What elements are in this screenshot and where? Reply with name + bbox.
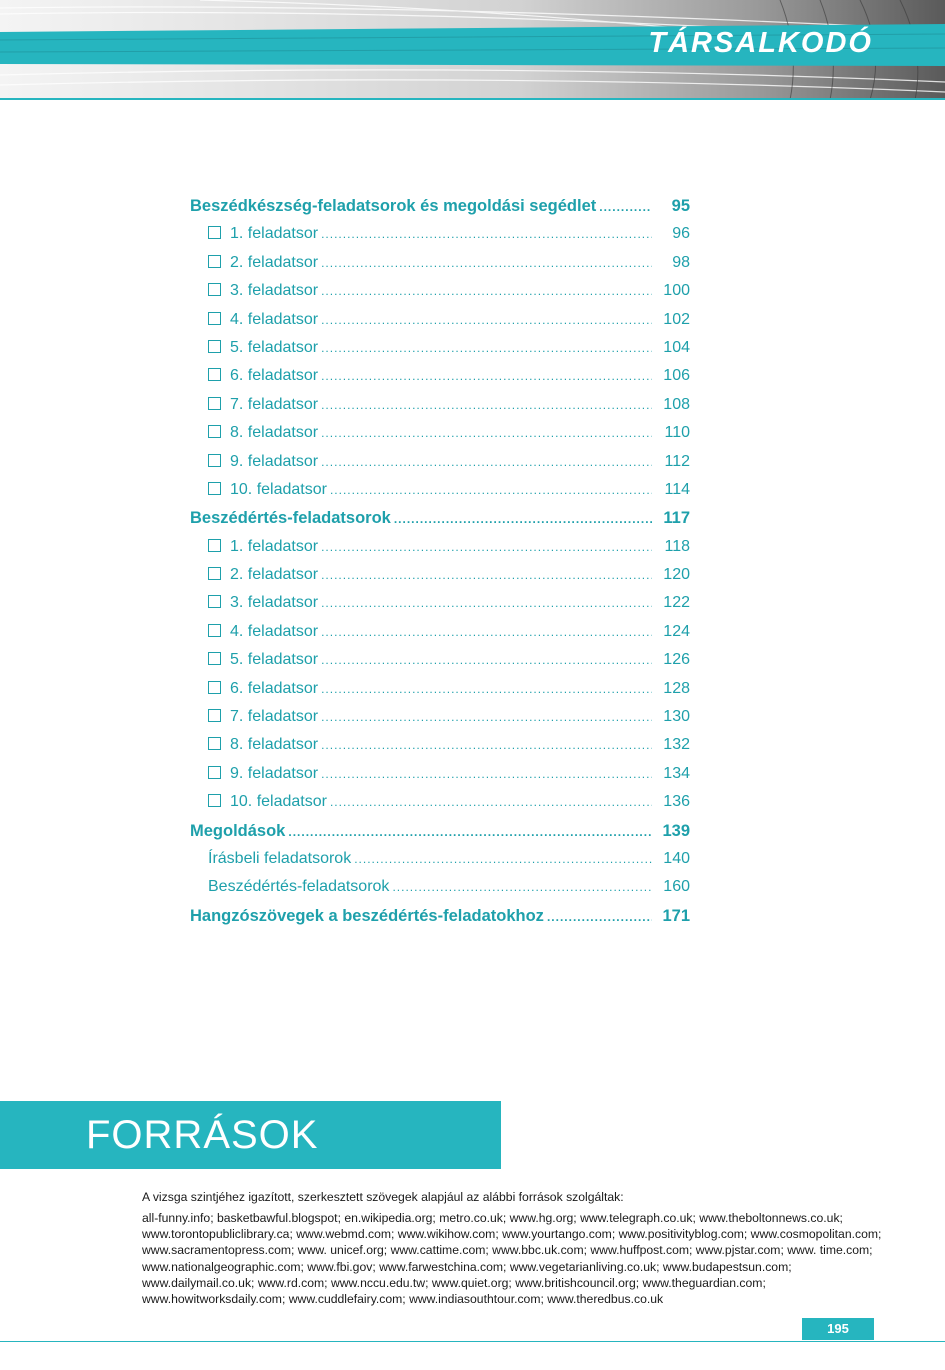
toc-entry-page: 124 [663, 622, 690, 640]
checkbox-icon [208, 397, 221, 410]
checkbox-icon [208, 567, 221, 580]
toc-entry-label: 1. feladatsor [230, 225, 319, 243]
dot-leader [321, 682, 652, 696]
sources-list: all-funny.info; basketbawful.blogspot; en.wikipedia.org; metro.co.uk; www.hg.org; www.telegraph.co.uk; www.theboltonnews.co.uk; www.torontopubliclibrary.ca; www.webmd.com; www.wikihow.com; www.yourtango.com; www.positivityblog.com; www.cosmopolitan.com; www.sacramentopress.com; www. unicef.org; www.cattime.com; www.bbc.uk.com; www.huffpost.com; www.pjstar.com; www. time.com; www.nationalgeographic.com; www.fbi.gov; www.farwestchina.com; www.vegetarianliving.co.uk; www.budapestsun.com; www.dailymail.co.uk; www.rd.com; www.nccu.edu.tw; www.quiet.org; www.britishcouncil.org; www.theguardian.com; www.howitworksdaily.com; www.cuddlefairy.com; www.indiasouthtour.com; www.theredbus.co.uk [142, 1211, 882, 1307]
checkbox-icon [208, 794, 221, 807]
toc-entry-label: Megoldások [190, 821, 286, 840]
table-of-contents [190, 197, 690, 935]
toc-entry-label: 2. feladatsor [230, 253, 319, 271]
checkbox-icon [208, 283, 221, 296]
dot-leader [321, 625, 652, 639]
dot-leader [330, 795, 652, 809]
toc-entry[interactable] [190, 680, 690, 708]
toc-entry-page: 134 [663, 764, 690, 782]
toc-entry-label: Beszédkészség-feladatsorok és megoldási segédlet [190, 197, 597, 215]
checkbox-icon [208, 652, 221, 665]
dot-leader [330, 483, 652, 497]
toc-entry[interactable] [190, 538, 690, 566]
toc-entry[interactable] [190, 822, 690, 850]
toc-entry-label: 7. feladatsor [230, 395, 319, 413]
checkbox-icon [208, 454, 221, 467]
dot-leader [321, 227, 652, 241]
toc-entry-label: Beszédértés-feladatsorok [190, 509, 391, 528]
toc-entry-page: 100 [663, 282, 690, 300]
toc-entry-page: 104 [663, 338, 690, 356]
dot-leader [321, 738, 652, 752]
toc-entry-label: 8. feladatsor [230, 736, 319, 754]
dot-leader [321, 455, 652, 469]
sources-section [142, 1190, 882, 1307]
toc-entry-page: 98 [672, 253, 690, 271]
page-header [0, 0, 945, 100]
toc-entry-page: 160 [663, 878, 690, 896]
dot-leader [321, 313, 652, 327]
toc-entry[interactable] [190, 566, 690, 594]
toc-entry-page: 128 [663, 679, 690, 697]
toc-entry[interactable] [190, 396, 690, 424]
toc-entry-page: 102 [663, 310, 690, 328]
toc-entry[interactable] [190, 850, 690, 878]
toc-entry[interactable] [190, 282, 690, 310]
toc-entry-page: 114 [664, 480, 690, 498]
toc-entry[interactable] [190, 878, 690, 906]
dot-leader [547, 910, 652, 924]
toc-entry[interactable] [190, 594, 690, 622]
toc-entry-label: 9. feladatsor [230, 452, 319, 470]
toc-entry-label: 9. feladatsor [230, 764, 319, 782]
sources-heading: FORRÁSOK [86, 1113, 319, 1157]
dot-leader [321, 256, 652, 270]
toc-entry[interactable] [190, 765, 690, 793]
toc-entry[interactable] [190, 197, 690, 225]
running-header-title: TÁRSALKODÓ [648, 27, 873, 59]
dot-leader [321, 710, 652, 724]
toc-entry-label: 6. feladatsor [230, 367, 319, 385]
toc-entry-page: 96 [672, 225, 690, 243]
toc-entry-page: 140 [663, 849, 690, 867]
toc-entry-label: 1. feladatsor [230, 537, 319, 555]
dot-leader [321, 540, 652, 554]
toc-entry-label: 4. feladatsor [230, 310, 319, 328]
dot-leader [354, 852, 652, 866]
toc-entry[interactable] [190, 481, 690, 509]
toc-entry-label: 3. feladatsor [230, 594, 319, 612]
footer-divider [0, 1341, 945, 1342]
dot-leader [321, 341, 652, 355]
toc-entry-label: 5. feladatsor [230, 651, 319, 669]
toc-entry[interactable] [190, 367, 690, 395]
checkbox-icon [208, 737, 221, 750]
checkbox-icon [208, 624, 221, 637]
toc-entry-label: Írásbeli feladatsorok [208, 849, 352, 867]
dot-leader [321, 398, 652, 412]
dot-leader [599, 200, 652, 214]
toc-entry[interactable] [190, 424, 690, 452]
checkbox-icon [208, 709, 221, 722]
dot-leader [392, 880, 652, 894]
toc-entry-page: 110 [664, 424, 690, 442]
toc-entry-page: 108 [663, 395, 690, 413]
toc-entry-page: 126 [663, 651, 690, 669]
sources-intro: A vizsga szintjéhez igazított, szerkesztett szövegek alapjául az alábbi források szolgáltak: [142, 1190, 624, 1204]
dot-leader [321, 369, 652, 383]
toc-entry[interactable] [190, 736, 690, 764]
toc-entry[interactable] [190, 339, 690, 367]
checkbox-icon [208, 226, 221, 239]
toc-entry[interactable] [190, 907, 690, 935]
toc-entry-page: 139 [662, 821, 690, 840]
checkbox-icon [208, 595, 221, 608]
checkbox-icon [208, 340, 221, 353]
toc-entry[interactable] [190, 225, 690, 253]
toc-entry-page: 122 [663, 594, 690, 612]
toc-entry[interactable] [190, 651, 690, 679]
toc-entry-label: 7. feladatsor [230, 708, 319, 726]
toc-entry-page: 118 [664, 537, 690, 555]
dot-leader [321, 284, 652, 298]
dot-leader [321, 426, 652, 440]
toc-entry[interactable] [190, 453, 690, 481]
toc-entry-page: 120 [663, 566, 690, 584]
toc-entry[interactable] [190, 254, 690, 282]
toc-entry-label: 5. feladatsor [230, 338, 319, 356]
toc-entry-page: 132 [663, 736, 690, 754]
checkbox-icon [208, 539, 221, 552]
toc-entry-label: 10. feladatsor [230, 793, 327, 811]
dot-leader [321, 596, 652, 610]
toc-entry-label: 10. feladatsor [230, 480, 327, 498]
dot-leader [288, 825, 652, 839]
checkbox-icon [208, 482, 221, 495]
toc-entry-page: 130 [663, 708, 690, 726]
toc-entry-page: 117 [663, 509, 690, 528]
toc-entry-page: 106 [663, 367, 690, 385]
sources-banner [0, 1101, 501, 1169]
dot-leader [321, 653, 652, 667]
checkbox-icon [208, 425, 221, 438]
toc-entry-page: 136 [663, 793, 690, 811]
toc-entry-label: Beszédértés-feladatsorok [208, 878, 390, 896]
checkbox-icon [208, 766, 221, 779]
header-divider [0, 98, 945, 100]
toc-entry-label: 6. feladatsor [230, 679, 319, 697]
toc-entry-label: 8. feladatsor [230, 424, 319, 442]
toc-entry-page: 171 [662, 906, 690, 925]
toc-entry[interactable] [190, 623, 690, 651]
page-number: 195 [802, 1318, 874, 1340]
toc-entry[interactable] [190, 793, 690, 821]
checkbox-icon [208, 312, 221, 325]
dot-leader [394, 512, 652, 526]
toc-entry-label: 2. feladatsor [230, 566, 319, 584]
checkbox-icon [208, 681, 221, 694]
dot-leader [321, 568, 652, 582]
toc-entry-label: Hangzószövegek a beszédértés-feladatokhoz [190, 906, 544, 925]
checkbox-icon [208, 368, 221, 381]
toc-entry[interactable] [190, 311, 690, 339]
dot-leader [321, 767, 652, 781]
toc-entry-page: 95 [671, 197, 690, 215]
checkbox-icon [208, 255, 221, 268]
toc-entry[interactable] [190, 509, 690, 537]
toc-entry-label: 3. feladatsor [230, 282, 319, 300]
toc-entry-page: 112 [664, 452, 690, 470]
toc-entry-label: 4. feladatsor [230, 622, 319, 640]
toc-entry[interactable] [190, 708, 690, 736]
